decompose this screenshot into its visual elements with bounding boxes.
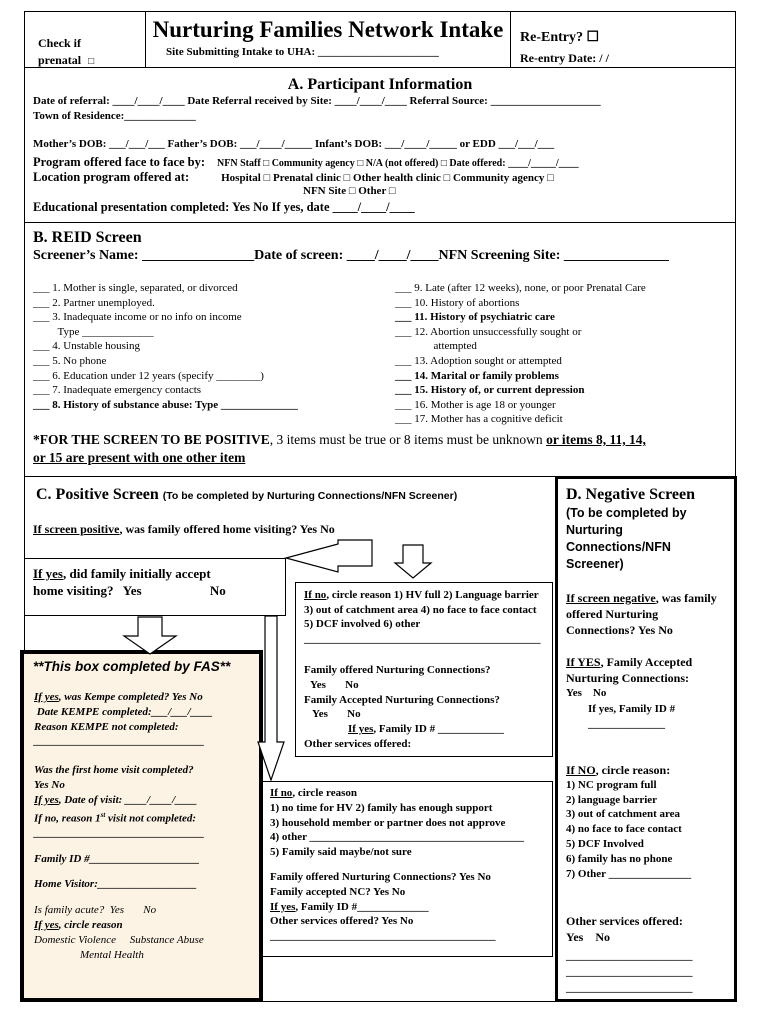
accept-question[interactable]: If yes, did family initially accept home visiting? Yes No xyxy=(33,566,226,598)
reid-item[interactable]: Type _____________ xyxy=(33,325,154,338)
positive-offered-question[interactable]: If screen positive, was family offered home visiting? Yes No xyxy=(33,522,335,536)
reid-item[interactable]: ___ 17. Mother has a cognitive deficit xyxy=(395,413,563,426)
reid-item[interactable]: ___ 1. Mother is single, separated, or divorced xyxy=(33,282,238,294)
reid-item[interactable]: ___ 16. Mother is age 18 or younger xyxy=(395,398,556,411)
section-d-title: D. Negative Screen xyxy=(566,486,695,503)
town-of-residence[interactable]: Town of Residence:_____________ xyxy=(33,110,196,122)
location-offered-line: Location program offered at: Hospital □ Prenatal clinic □ Other health clinic □ Community agency □ xyxy=(33,170,554,184)
reid-item[interactable]: ___ 14. Marital or family problems xyxy=(395,369,559,382)
reid-item[interactable]: ___ 6. Education under 12 years (specify ________) xyxy=(33,369,264,382)
arrow-left-icon xyxy=(286,540,372,572)
arrow-down-icon xyxy=(395,545,431,578)
reentry-label[interactable]: Re-Entry? ☐ xyxy=(520,30,600,45)
negative-accepted[interactable]: If YES, Family Accepted Nurturing Connections: Yes No If yes, Family ID # ______________ xyxy=(566,655,693,730)
program-offered-line: Program offered face to face by: NFN Staff □ Community agency □ N/A (not offered) □ Date offered: ____/_____/____ xyxy=(33,155,579,169)
form-title: Nurturing Families Network Intake xyxy=(152,17,504,42)
reid-item[interactable]: ___ 7. Inadequate emergency contacts xyxy=(33,384,202,397)
reid-item: attempted xyxy=(395,340,477,353)
section-c-title: C. Positive Screen (To be completed by Nurturing Connections/NFN Screener) xyxy=(36,486,458,503)
program-offered-options[interactable]: NFN Staff □ Community agency □ N/A (not offered) □ Date offered: ____/_____/____ xyxy=(217,158,579,169)
reid-item[interactable]: ___ 11. History of psychiatric care xyxy=(395,311,555,324)
no-accept-text[interactable]: If no, circle reason 1) no time for HV 2) family has enough support 3) household member or partner does not approve 4) other _______________________________________ 5) Family said maybe/not sure Family offered Nurturing Connections? Yes No Family accepted NC? Yes No If yes, Family ID #_____________ Other services offered? Yes No _________________________________________ xyxy=(270,787,525,943)
location-options[interactable]: Hospital □ Prenatal clinic □ Other health clinic □ Community agency □ xyxy=(221,172,554,184)
fas-box-content[interactable]: If yes, was Kempe completed? Yes No Date KEMPE completed:___/___/____ Reason KEMPE not completed: _______________________________ Was the first home visit completed? Yes No If yes, Date of visit: ____/____/____ If no, reason 1st visit not completed: _______________________________ Family ID #____________________ Home Visitor:__________________ Is family acute? Yes No If yes, circle reason Domestic Violence Substance Abuse Mental Health xyxy=(34,691,213,961)
reid-item[interactable]: ___ 3. Inadequate income or no info on income xyxy=(33,311,242,324)
negative-question[interactable]: If screen negative, was family offered Nurturing Connections? Yes No xyxy=(566,591,717,637)
reentry-date[interactable]: Re-entry Date: / / xyxy=(520,51,609,65)
arrow-down-icon xyxy=(258,616,284,780)
reid-item[interactable]: ___ 5. No phone xyxy=(33,354,107,367)
location-options-2[interactable]: NFN Site □ Other □ xyxy=(303,185,396,197)
reid-item[interactable]: ___ 4. Unstable housing xyxy=(33,340,140,353)
site-submitting-label[interactable]: Site Submitting Intake to UHA: ______________________ xyxy=(166,46,439,58)
arrow-down-icon xyxy=(124,617,176,654)
screen-positive-note-2: or 15 are present with one other item xyxy=(33,450,246,465)
screener-line[interactable]: Screener’s Name: ________________Date of screen: ____/____/____NFN Screening Site: _______________ xyxy=(33,248,669,263)
fas-box-title: **This box completed by FAS** xyxy=(33,659,231,674)
reid-item[interactable]: ___ 9. Late (after 12 weeks), none, or poor Prenatal Care xyxy=(395,282,646,294)
reid-item[interactable]: ___ 12. Abortion unsuccessfully sought or xyxy=(395,325,582,338)
section-a-title: A. Participant Information xyxy=(287,76,473,93)
section-b-title: B. REID Screen xyxy=(33,229,142,246)
negative-reasons[interactable]: If NO, circle reason: 1) NC program full 2) language barrier 3) out of catchment area 4) no face to face contact 5) DCF Involved 6) family has no phone 7) Other _______________ xyxy=(566,763,692,880)
section-d-subtitle: (To be completed by Nurturing Connections/NFN Screener) xyxy=(566,506,687,571)
educational-presentation[interactable]: Educational presentation completed: Yes No If yes, date ____/____/____ xyxy=(33,200,415,214)
nc-offered[interactable]: Family offered Nurturing Connections? Yes No Family Accepted Nurturing Connections? Yes No If yes, Family ID # ____________ Other services offered: xyxy=(304,664,504,750)
no-reason-text[interactable]: If no, circle reason 1) HV full 2) Language barrier 3) out of catchment area 4) no face to face contact 5) DCF involved 6) other ___________________________________________ xyxy=(304,589,541,645)
reid-item[interactable]: ___ 10. History of abortions xyxy=(395,296,520,309)
reid-item-substance[interactable]: ___ 8. History of substance abuse: Type ______________ xyxy=(33,398,298,411)
referral-line[interactable]: Date of referral: ____/____/____ Date Referral received by Site: ____/____/____ Referral Source: ____________________ xyxy=(33,95,601,107)
reid-item[interactable]: ___ 13. Adoption sought or attempted xyxy=(395,354,562,367)
reid-item[interactable]: ___ 15. History of, or current depression xyxy=(395,384,585,397)
prenatal-label: Check if prenatal □ xyxy=(38,36,95,67)
screen-positive-note: *FOR THE SCREEN TO BE POSITIVE, 3 items must be true or 8 items must be unknown or items 8, 11, 14, xyxy=(33,432,646,447)
negative-other-services[interactable]: Other services offered: Yes No _______________________ _______________________ _______________________ xyxy=(566,914,693,994)
reid-item[interactable]: ___ 2. Partner unemployed. xyxy=(33,296,155,309)
dob-line[interactable]: Mother’s DOB: ___/___/___ Father’s DOB: ___/____/_____ Infant’s DOB: ___/____/_____ or EDD ___/___/___ xyxy=(33,138,555,150)
prenatal-checkbox[interactable]: □ xyxy=(88,56,95,67)
